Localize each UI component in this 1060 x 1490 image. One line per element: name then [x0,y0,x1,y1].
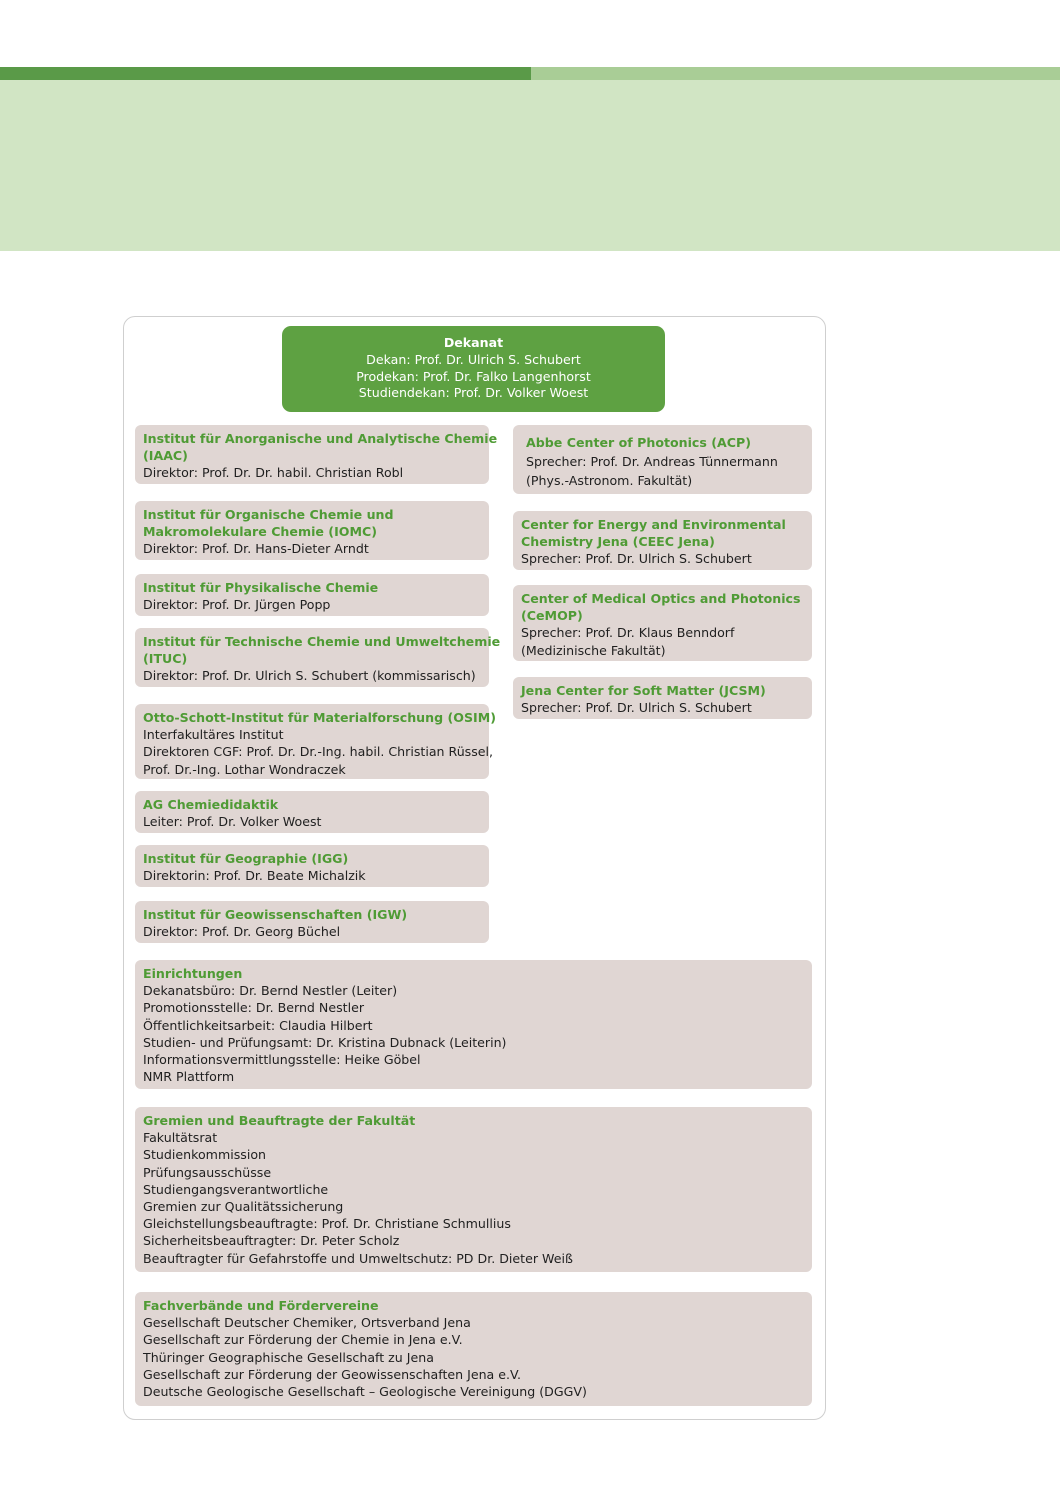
dekanat-dean: Dekan: Prof. Dr. Ulrich S. Schubert [366,351,581,367]
unit-box-einrichtungen [135,960,812,1089]
unit-box-igg [135,845,489,887]
header-accent-bar-dark [0,67,531,80]
unit-line: Sprecher: Prof. Dr. Ulrich S. Schubert [521,551,752,567]
unit-box-ceec [513,511,812,570]
unit-title: Institut für Organische Chemie und [143,507,394,522]
unit-title: Institut für Technische Chemie und Umweltchemie [143,634,501,649]
unit-title: Chemistry Jena (CEEC Jena) [521,534,715,550]
dekanat-vice-dean: Prodekan: Prof. Dr. Falko Langenhorst [356,368,591,384]
unit-box-jcsm [513,677,812,719]
unit-box-chemiedidaktik [135,791,489,833]
dekanat-box [282,326,665,412]
unit-box-physchem [135,574,489,616]
unit-line: Beauftragter für Gefahrstoffe und Umweltschutz: PD Dr. Dieter Weiß [143,1250,573,1266]
unit-title: Center of Medical Optics and Photonics [521,591,801,606]
unit-line: Sprecher: Prof. Dr. Klaus Benndorf [521,625,735,641]
unit-title: Makromolekulare Chemie (IOMC) [143,524,377,540]
unit-line: Direktor: Prof. Dr. Dr. habil. Christian Robl [143,465,404,481]
unit-line: (Medizinische Fakultät) [521,642,666,658]
unit-line: Studienkommission [143,1147,267,1163]
unit-title: Gremien und Beauftragte der Fakultät [143,1113,416,1128]
unit-box-acp [513,425,812,494]
unit-line: Dekanatsbüro: Dr. Bernd Nestler (Leiter) [143,983,398,999]
unit-line: Thüringer Geographische Gesellschaft zu Jena [143,1349,434,1365]
unit-title: Institut für Geowissenschaften (IGW) [143,907,408,922]
unit-line: Direktor: Prof. Dr. Hans-Dieter Arndt [143,541,369,557]
unit-box-gremien [135,1107,812,1272]
unit-title: Institut für Anorganische und Analytische Chemie [143,431,498,446]
unit-title: Jena Center for Soft Matter (JCSM) [521,683,766,698]
unit-line: Gleichstellungsbeauftragte: Prof. Dr. Christiane Schmullius [143,1216,511,1232]
unit-title: (IAAC) [143,448,188,464]
unit-box-igw [135,901,489,943]
unit-line: (Phys.-Astronom. Fakultät) [526,473,693,488]
unit-box-ituc [135,628,501,687]
unit-line: Promotionsstelle: Dr. Bernd Nestler [143,1000,365,1016]
unit-line: Sprecher: Prof. Dr. Ulrich S. Schubert [521,700,752,716]
dekanat-title: Dekanat [443,335,504,350]
unit-title: (CeMOP) [521,608,583,624]
unit-line: Öffentlichkeitsarbeit: Claudia Hilbert [143,1017,373,1033]
unit-line: Direktor: Prof. Dr. Georg Büchel [143,924,341,940]
unit-line: Studiengangsverantwortliche [143,1181,329,1197]
unit-title: Institut für Physikalische Chemie [143,580,379,595]
unit-line: Gesellschaft Deutscher Chemiker, Ortsverband Jena [143,1315,471,1331]
unit-line: Prüfungsausschüsse [143,1164,272,1180]
unit-title: AG Chemiedidaktik [143,797,279,812]
dekanat-study-dean: Studiendekan: Prof. Dr. Volker Woest [358,385,589,401]
unit-box-cemop [513,585,812,661]
unit-line: Informationsvermittlungsstelle: Heike Göbel [143,1052,421,1068]
unit-title: Otto-Schott-Institut für Materialforschung (OSIM) [143,710,497,725]
unit-line: Deutsche Geologische Gesellschaft – Geologische Vereinigung (DGGV) [143,1384,587,1400]
unit-line: Gesellschaft zur Förderung der Chemie in Jena e.V. [143,1332,463,1348]
unit-title: Institut für Geographie (IGG) [143,851,349,866]
unit-box-iaac [135,425,498,484]
unit-line: Sprecher: Prof. Dr. Andreas Tünnermann [526,454,778,469]
header-band [0,80,1060,251]
header-accent-bar-light [531,67,1060,80]
unit-title: Einrichtungen [143,966,243,981]
unit-line: NMR Plattform [143,1069,235,1085]
unit-title: (ITUC) [143,651,188,667]
unit-line: Studien- und Prüfungsamt: Dr. Kristina Dubnack (Leiterin) [143,1034,507,1050]
unit-line: Gremien zur Qualitätssicherung [143,1199,344,1215]
unit-line: Direktor: Prof. Dr. Jürgen Popp [143,597,331,613]
unit-line: Fakultätsrat [143,1130,218,1146]
unit-line: Sicherheitsbeauftragter: Dr. Peter Scholz [143,1233,400,1249]
unit-line: Leiter: Prof. Dr. Volker Woest [143,814,322,830]
unit-box-iomc [135,501,489,560]
unit-line: Interfakultäres Institut [143,727,284,743]
unit-box-fachverbaende [135,1292,812,1406]
unit-title: Abbe Center of Photonics (ACP) [526,435,752,450]
unit-title: Fachverbände und Fördervereine [143,1298,379,1313]
unit-title: Center for Energy and Environmental [521,517,786,532]
unit-line: Direktor: Prof. Dr. Ulrich S. Schubert (kommissarisch) [143,668,476,684]
unit-line: Direktorin: Prof. Dr. Beate Michalzik [143,868,366,884]
unit-line: Direktoren CGF: Prof. Dr. Dr.-Ing. habil. Christian Rüssel, [143,744,494,760]
unit-line: Prof. Dr.-Ing. Lothar Wondraczek [143,761,346,777]
unit-box-osim [135,704,497,779]
unit-line: Gesellschaft zur Förderung der Geowissenschaften Jena e.V. [143,1366,522,1382]
